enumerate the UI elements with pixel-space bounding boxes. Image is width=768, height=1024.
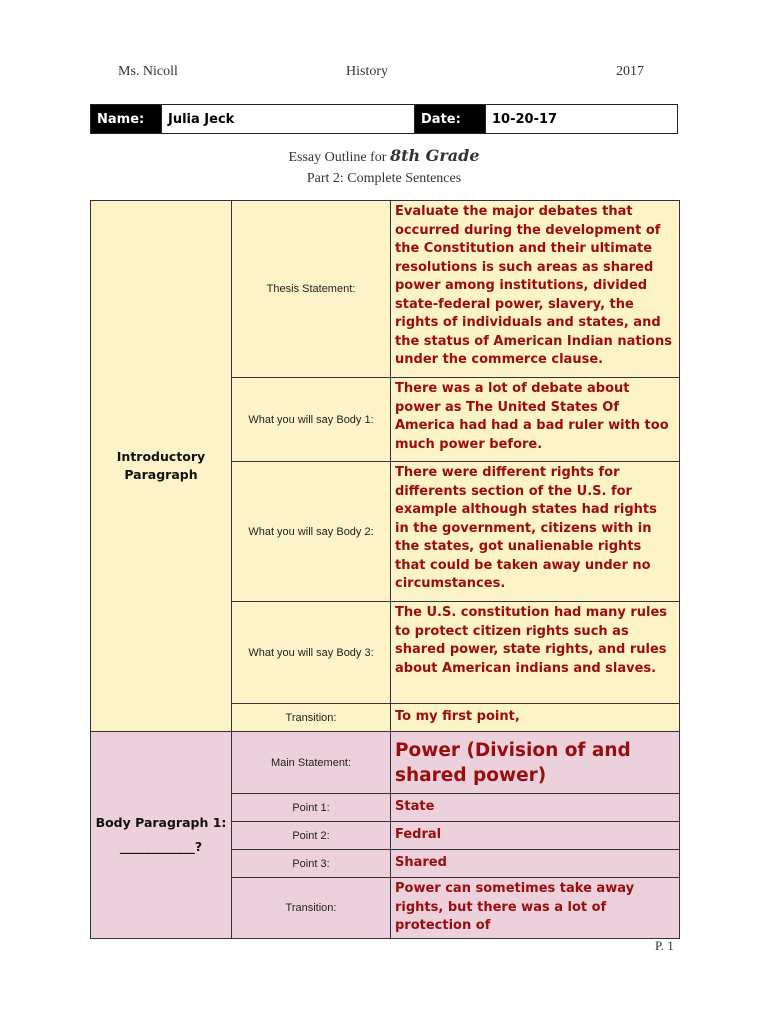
body-1-blank: ____________? bbox=[119, 838, 203, 854]
row-label: What you will say Body 2: bbox=[232, 462, 391, 602]
page-number: P. 1 bbox=[655, 938, 674, 953]
name-label: Name: bbox=[91, 105, 162, 134]
subject-name: History bbox=[346, 64, 388, 79]
table-row bbox=[91, 732, 680, 794]
section-body-1 bbox=[91, 732, 232, 939]
row-label: Point 1: bbox=[232, 794, 391, 822]
name-value: Julia Jeck bbox=[162, 105, 415, 134]
row-answer: To my first point, bbox=[391, 704, 680, 732]
row-answer: Power (Division of and shared power) bbox=[391, 732, 680, 794]
name-date-table bbox=[90, 104, 678, 134]
row-label: What you will say Body 1: bbox=[232, 378, 391, 462]
section-introductory: Introductory Paragraph bbox=[91, 201, 232, 732]
row-answer: Fedral bbox=[391, 822, 680, 850]
row-label: Transition: bbox=[232, 878, 391, 939]
title-prefix: Essay Outline for bbox=[288, 150, 387, 165]
row-answer: The U.S. constitution had many rules to protect citizen rights such as shared power, state rights, and rules about American indians and slaves. bbox=[391, 602, 680, 704]
row-label: Thesis Statement: bbox=[232, 201, 391, 378]
row-answer: Power can sometimes take away rights, but there was a lot of protection of bbox=[391, 878, 680, 939]
table-row bbox=[91, 201, 680, 378]
title-grade: 8th Grade bbox=[389, 146, 480, 165]
row-answer: State bbox=[391, 794, 680, 822]
row-answer: Shared bbox=[391, 850, 680, 878]
body-1-title: Body Paragraph 1: bbox=[95, 814, 227, 830]
date-value: 10-20-17 bbox=[486, 105, 678, 134]
row-answer: There were different rights for differents section of the U.S. for example although states had rights in the government, citizens with in the states, got unalienable rights that could be taken away under no circumstances. bbox=[391, 462, 680, 602]
essay-outline-table bbox=[90, 200, 680, 939]
row-label: Point 3: bbox=[232, 850, 391, 878]
row-label: Main Statement: bbox=[232, 732, 391, 794]
row-label: Transition: bbox=[232, 704, 391, 732]
teacher-name: Ms. Nicoll bbox=[118, 64, 178, 79]
outline-title bbox=[0, 146, 768, 166]
year: 2017 bbox=[616, 64, 644, 79]
row-answer: Evaluate the major debates that occurred during the development of the Constitution and their ultimate resolutions is such areas as shared power among institutions, divided state-federal power, slavery, the rights of individuals and states, and the status of American Indian nations under the commerce clause. bbox=[391, 201, 680, 378]
date-label: Date: bbox=[415, 105, 486, 134]
row-answer: There was a lot of debate about power as The United States Of America had had a bad ruler with too much power before. bbox=[391, 378, 680, 462]
row-label: What you will say Body 3: bbox=[232, 602, 391, 704]
outline-subtitle: Part 2: Complete Sentences bbox=[306, 171, 462, 186]
row-label: Point 2: bbox=[232, 822, 391, 850]
